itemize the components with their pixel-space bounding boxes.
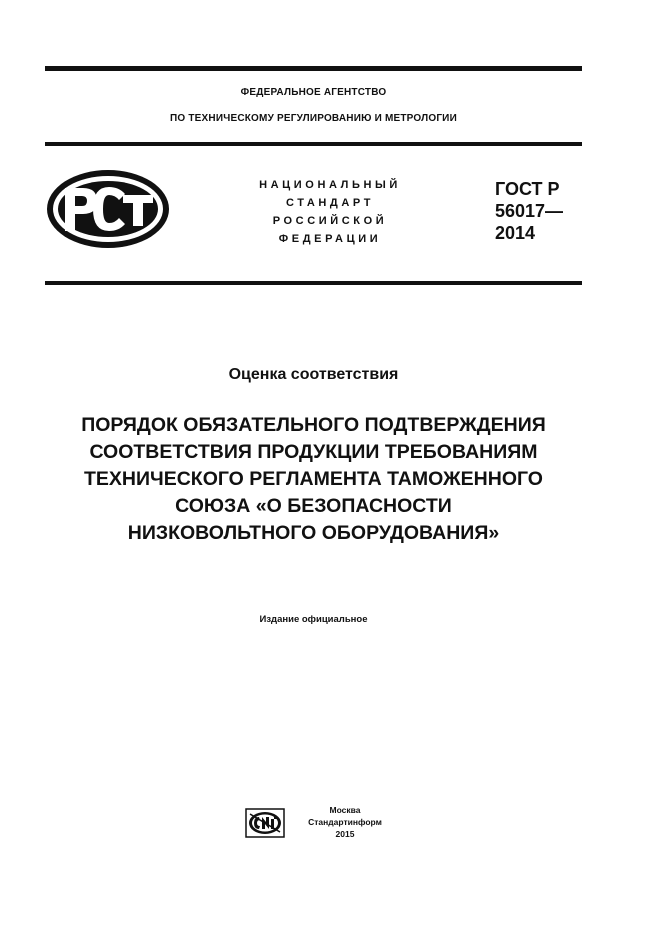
rst-certification-mark-icon xyxy=(45,168,171,250)
title-line: ТЕХНИЧЕСКОГО РЕГЛАМЕНТА ТАМОЖЕННОГО xyxy=(84,468,543,490)
agency-line-2: ПО ТЕХНИЧЕСКОМУ РЕГУЛИРОВАНИЮ И МЕТРОЛОГИИ xyxy=(170,113,457,124)
top-rule xyxy=(45,66,582,71)
standard-type xyxy=(240,176,420,248)
title-line: СООТВЕТСТВИЯ ПРОДУКЦИИ ТРЕБОВАНИЯМ xyxy=(89,441,538,463)
designation-line-2: 56017— xyxy=(495,201,564,221)
title-line: ПОРЯДОК ОБЯЗАТЕЛЬНОГО ПОДТВЕРЖДЕНИЯ xyxy=(81,414,546,436)
standard-type-line-2: СТАНДАРТ xyxy=(285,197,375,209)
bottom-rule xyxy=(45,281,582,285)
standard-type-line-1: НАЦИОНАЛЬНЫЙ xyxy=(259,179,401,191)
designation-line-3: 2014 xyxy=(495,223,536,243)
publisher-block xyxy=(305,804,385,840)
title-line: НИЗКОВОЛЬТНОГО ОБОРУДОВАНИЯ» xyxy=(127,522,500,544)
agency-line-1: ФЕДЕРАЛЬНОЕ АГЕНТСТВО xyxy=(240,87,387,98)
document-subtitle: Оценка соответствия xyxy=(228,366,399,383)
designation-line-1: ГОСТ Р xyxy=(495,179,560,199)
standartinform-logo-icon xyxy=(245,808,285,838)
standard-type-line-4: ФЕДЕРАЦИИ xyxy=(278,233,382,245)
publisher-year: 2015 xyxy=(335,829,355,839)
standard-designation xyxy=(495,178,563,244)
standard-type-line-3: РОССИЙСКОЙ xyxy=(272,215,388,227)
middle-rule xyxy=(45,142,582,146)
publisher-city: Москва xyxy=(329,805,361,815)
edition-note: Издание официальное xyxy=(259,614,368,625)
title-line: СОЮЗА «О БЕЗОПАСНОСТИ xyxy=(175,495,452,517)
document-title xyxy=(30,412,597,547)
publisher-name: Стандартинформ xyxy=(308,817,382,827)
